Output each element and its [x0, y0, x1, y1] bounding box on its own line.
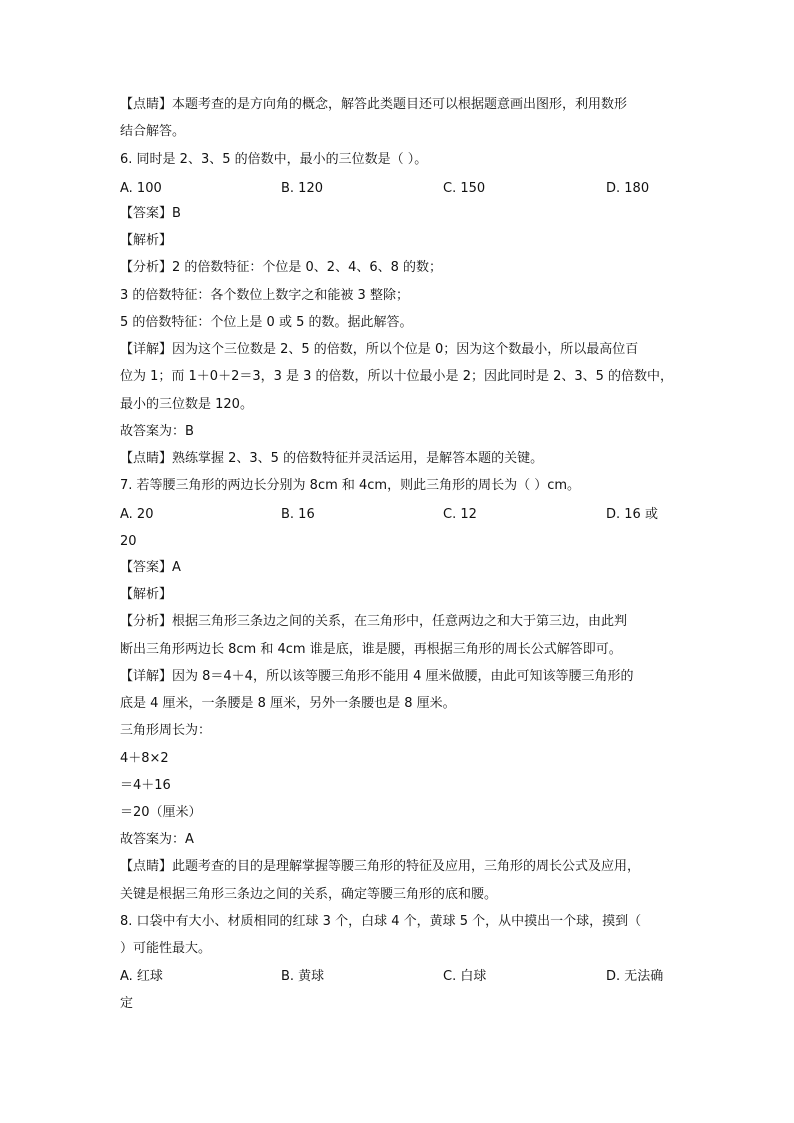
q7-answer: 【答案】A	[120, 560, 181, 575]
q7-detail-line1: 【详解】因为 8＝4＋4，所以该等腰三角形不能用 4 厘米做腰，由此可知该等腰三角形的	[120, 669, 634, 684]
q6-option-b: B. 120	[281, 181, 323, 196]
q8-option-d: D. 无法确	[606, 969, 664, 984]
q6-answer: 【答案】B	[120, 206, 181, 221]
q7-calc-step3: ＝20（厘米）	[120, 805, 202, 820]
q8-question-line1: 8. 口袋中有大小、材质相同的红球 3 个，白球 4 个，黄球 5 个，从中摸出一个球，摸到（	[120, 914, 642, 929]
q8-question-line2: ）可能性最大。	[120, 941, 212, 956]
q7-comment-line2: 关键是根据三角形三条边之间的关系，确定等腰三角形的底和腰。	[120, 887, 498, 902]
q6-analysis-heading: 【解析】	[120, 233, 173, 248]
q7-question: 7. 若等腰三角形的两边长分别为 8cm 和 4cm，则此三角形的周长为（ ）cm。	[120, 478, 581, 493]
q7-analysis-line2: 断出三角形两边长 8cm 和 4cm 谁是底，谁是腰，再根据三角形的周长公式解答即可。	[120, 642, 622, 657]
q6-analysis-line2: 3 的倍数特征：各个数位上数字之和能被 3 整除；	[120, 288, 409, 303]
q6-option-d: D. 180	[606, 181, 650, 196]
q7-option-b: B. 16	[281, 507, 315, 522]
q7-option-c: C. 12	[443, 507, 477, 522]
q7-option-d: D. 16 或	[606, 507, 658, 522]
q6-option-c: C. 150	[443, 181, 486, 196]
q8-option-d-wrap: 定	[120, 996, 134, 1011]
q7-analysis-heading: 【解析】	[120, 587, 173, 602]
q7-detail-line2: 底是 4 厘米，一条腰是 8 厘米，另外一条腰也是 8 厘米。	[120, 696, 456, 711]
q7-option-a: A. 20	[120, 507, 154, 522]
q6-comment: 【点睛】熟练掌握 2、3、5 的倍数特征并灵活运用，是解答本题的关键。	[120, 451, 544, 466]
q8-option-a: A. 红球	[120, 969, 163, 984]
q6-option-a: A. 100	[120, 181, 162, 196]
q5-comment-line1: 【点睛】本题考查的是方向角的概念，解答此类题目还可以根据题意画出图形，利用数形	[120, 97, 628, 112]
q6-detail-line2: 位为 1；而 1＋0＋2＝3，3 是 3 的倍数，所以十位最小是 2；因此同时是 2、3、5 的倍数中，	[120, 369, 674, 384]
q6-question: 6. 同时是 2、3、5 的倍数中，最小的三位数是（ ）。	[120, 152, 428, 167]
q7-perimeter-label: 三角形周长为：	[120, 723, 212, 738]
q5-comment-line2: 结合解答。	[120, 124, 186, 139]
q7-comment-line1: 【点睛】此题考查的目的是理解掌握等腰三角形的特征及应用，三角形的周长公式及应用，	[120, 859, 641, 874]
q6-detail-line1: 【详解】因为这个三位数是 2、5 的倍数，所以个位是 0；因为这个数最小，所以最高位百	[120, 342, 639, 357]
q6-analysis-line1: 【分析】2 的倍数特征：个位是 0、2、4、6、8 的数；	[120, 260, 443, 275]
q6-detail-line3: 最小的三位数是 120。	[120, 397, 253, 412]
q7-analysis-line1: 【分析】根据三角形三条边之间的关系，在三角形中，任意两边之和大于第三边，由此判	[120, 614, 628, 629]
q6-analysis-line3: 5 的倍数特征：个位上是 0 或 5 的数。据此解答。	[120, 315, 413, 330]
q7-conclusion: 故答案为：A	[120, 832, 194, 847]
q6-conclusion: 故答案为：B	[120, 424, 194, 439]
q8-option-c: C. 白球	[443, 969, 487, 984]
q7-calc-step1: 4＋8×2	[120, 751, 169, 766]
q7-calc-step2: ＝4＋16	[120, 778, 171, 793]
q8-option-b: B. 黄球	[281, 969, 325, 984]
q7-option-d-wrap: 20	[120, 534, 137, 549]
